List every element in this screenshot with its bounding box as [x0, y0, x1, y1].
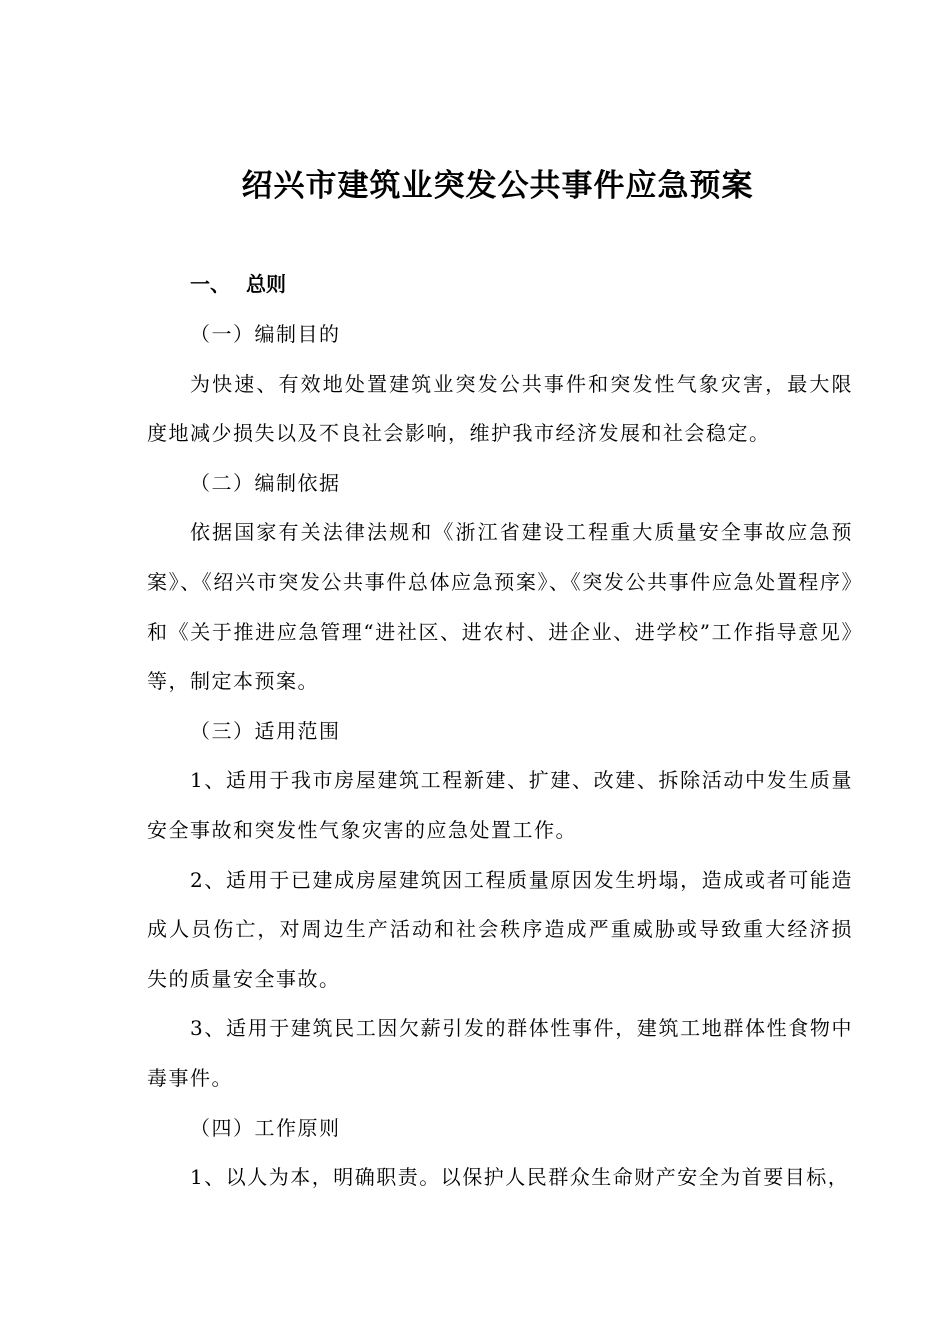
paragraph-principle-1: 1、以人为本，明确职责。以保护人民群众生命财产安全为首要目标， — [190, 1165, 850, 1190]
paragraph-scope-1: 1、适用于我市房屋建筑工程新建、扩建、改建、拆除活动中发生质量安全事故和突发性气象灾害的应急处置工作。 — [147, 768, 853, 842]
section-title: 总则 — [246, 272, 286, 296]
paragraph-purpose: 为快速、有效地处置建筑业突发公共事件和突发性气象灾害，最大限度地减少损失以及不良社会影响，维护我市经济发展和社会稳定。 — [147, 371, 853, 446]
subheading-purpose: （一）编制目的 — [190, 322, 341, 346]
document-body — [147, 310, 853, 1203]
subheading-principles: （四）工作原则 — [190, 1115, 341, 1140]
section-heading-general — [190, 264, 286, 304]
paragraph-scope-2: 2、适用于已建成房屋建筑因工程质量原因发生坍塌，造成或者可能造成人员伤亡，对周边生产活动和社会秩序造成严重威胁或导致重大经济损失的质量安全事故。 — [147, 867, 853, 991]
subheading-basis: （二）编制依据 — [190, 470, 341, 495]
document-title: 绍兴市建筑业突发公共事件应急预案 — [241, 168, 754, 204]
section-number: 一、 — [190, 272, 230, 296]
paragraph-basis: 依据国家有关法律法规和《浙江省建设工程重大质量安全事故应急预案》、《绍兴市突发公共事件总体应急预案》、《突发公共事件应急处置程序》和《关于推进应急管理“进社区、进农村、进企业、进学校”工作指导意见》等，制定本预案。 — [147, 520, 853, 694]
subheading-scope: （三）适用范围 — [190, 718, 341, 743]
paragraph-scope-3: 3、适用于建筑民工因欠薪引发的群体性事件，建筑工地群体性食物中毒事件。 — [147, 1016, 853, 1090]
